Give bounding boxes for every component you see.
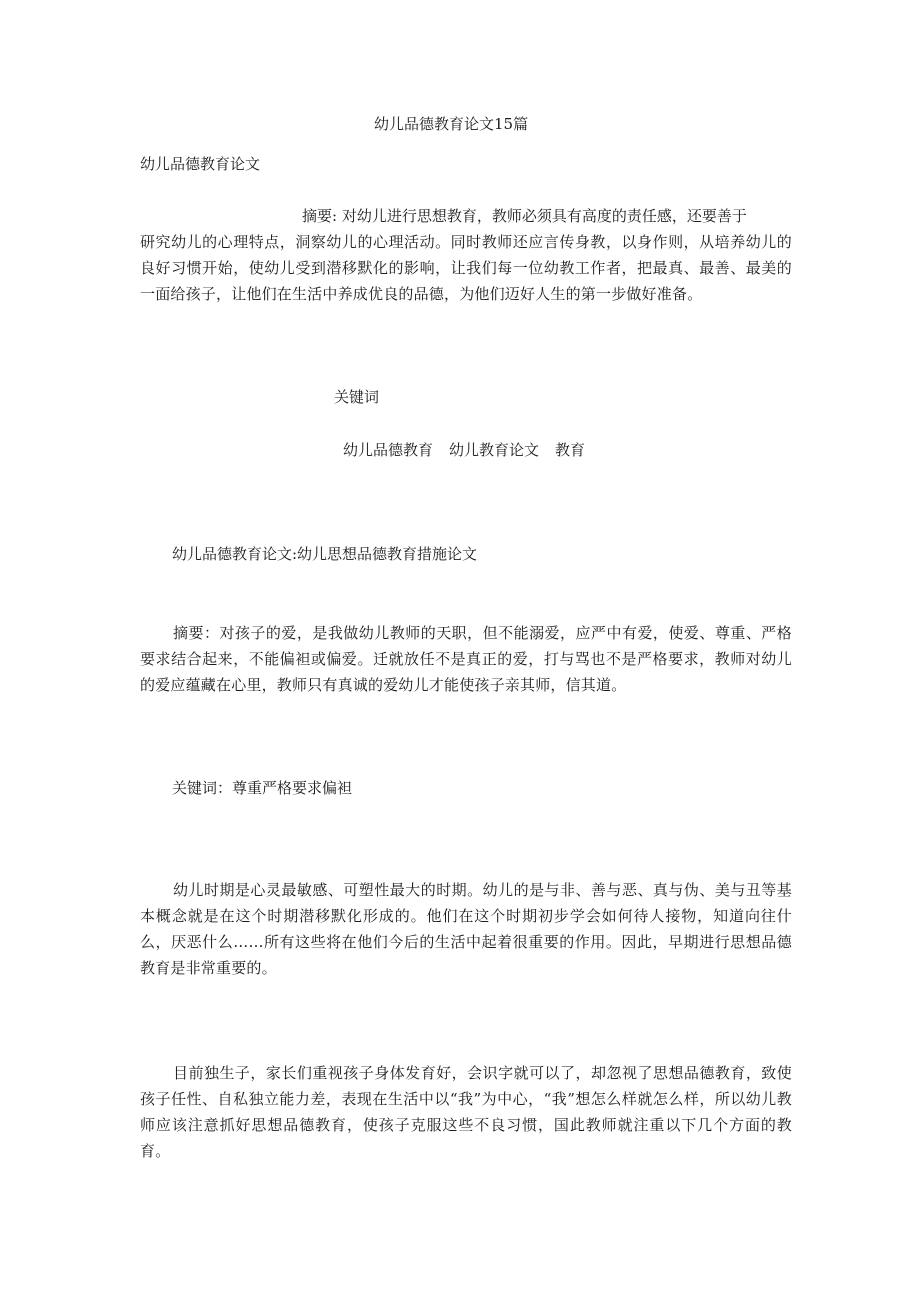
keyword: 教育 (555, 441, 586, 459)
keywords-list (343, 437, 585, 463)
abstract-first-line: 摘要: 对幼儿进行思想教育，教师必须具有高度的责任感，还要善于 (302, 207, 747, 225)
section-heading: 幼儿品德教育论文 (140, 155, 261, 173)
keyword: 幼儿品德教育 (343, 441, 434, 459)
keyword: 幼儿教育论文 (449, 441, 540, 459)
document-title: 幼儿品德教育论文15篇 (374, 115, 529, 133)
article-title: 幼儿品德教育论文:幼儿思想品德教育措施论文 (172, 545, 478, 563)
keywords-label: 关键词 (334, 388, 380, 406)
abstract-paragraph: 摘要：对孩子的爱，是我做幼儿教师的天职，但不能溺爱，应严中有爱，使爱、尊重、严格要求结合起来，不能偏袒或偏爱。迁就放任不是真正的爱，打与骂也不是严格要求，教师对幼儿的爱应蕴藏在心里，教师只有真诚的爱幼儿才能使孩子亲其师，信其道。 (140, 624, 792, 694)
abstract-body: 研究幼儿的心理特点，洞察幼儿的心理活动。同时教师还应言传身教，以身作则，从培养幼儿的良好习惯开始，使幼儿受到潜移默化的影响，让我们每一位幼教工作者，把最真、最善、最美的一面给孩子，让他们在生活中养成优良的品德，为他们迈好人生的第一步做好准备。 (140, 233, 792, 303)
body-paragraph-2: 目前独生子，家长们重视孩子身体发育好，会识字就可以了，却忽视了思想品德教育，致使孩子任性、自私独立能力差，表现在生活中以“我”为中心，“我”想怎么样就怎么样，所以幼儿教师应该注意抓好思想品德教育，使孩子克服这些不良习惯，国此教师就注重以下几个方面的教育。 (140, 1064, 792, 1160)
keywords-line: 关键词：尊重严格要求偏袒 (172, 779, 353, 797)
body-paragraph-1: 幼儿时期是心灵最敏感、可塑性最大的时期。幼儿的是与非、善与恶、真与伪、美与丑等基本概念就是在这个时期潜移默化形成的。他们在这个时期初步学会如何待人接物，知道向往什么，厌恶什么……所有这些将在他们今后的生活中起着很重要的作用。因此，早期进行思想品德教育是非常重要的。 (140, 881, 792, 977)
